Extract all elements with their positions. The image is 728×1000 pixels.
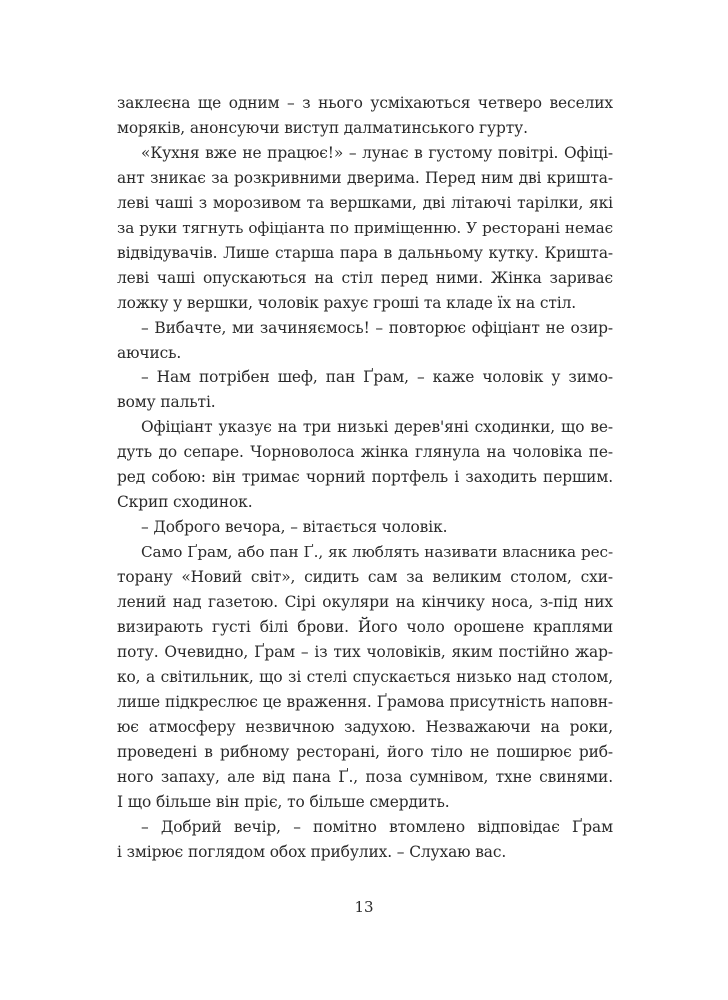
text-line: Само Ґрам, або пан Ґ., як люблять називати власника рес-: [141, 543, 613, 562]
text-line: – Доброго вечора, – вітається чоловік.: [141, 518, 448, 537]
text-line: заклеєна ще одним – з нього усміхаються четверо веселих: [117, 94, 613, 112]
text-line: ред собою: він тримає чорний портфель і заходить першим.: [117, 468, 613, 487]
text-line: поту. Очевидно, Ґрам – із тих чоловіків, яким постійно жар-: [117, 642, 613, 661]
text-line: леві чаші опускаються на стіл перед ними. Жінка зариває: [117, 268, 613, 287]
text-line: ложку у вершки, чоловік рахує гроші та кладе їх на стіл.: [117, 293, 577, 312]
text-line: і змірює поглядом обох прибулих. – Слухаю вас.: [117, 842, 507, 861]
text-line: І що більше він пріє, то більше смердить.: [117, 792, 450, 811]
text-line: ко, а світильник, що зі стелі спускається низько над столом,: [117, 667, 613, 686]
text-line: за руки тягнуть офіціанта по приміщенню. У ресторані немає: [117, 218, 613, 237]
text-line: – Добрий вечір, – помітно втомлено відповідає Ґрам: [141, 817, 613, 836]
text-line: проведені в рибному ресторані, його тіло не поширює риб-: [117, 742, 613, 761]
text-line: леві чаші з морозивом та вершками, дві літаючі тарілки, які: [117, 193, 613, 212]
text-line: дуть до сепаре. Чорноволоса жінка глянула на чоловіка пе-: [117, 443, 613, 462]
text-line: Офіціант указує на три низькі дерев'яні сходинки, що ве-: [141, 418, 613, 437]
text-line: аючись.: [117, 343, 182, 362]
text-line: торану «Новий світ», сидить сам за великим столом, схи-: [117, 568, 613, 587]
text-line: Скрип сходинок.: [117, 493, 253, 512]
text-line: «Кухня вже не працює!» – лунає в густому повітрі. Офіці-: [141, 143, 613, 162]
text-line: вому пальті.: [117, 393, 216, 412]
page-number: 13: [354, 898, 374, 916]
text-line: – Вибачте, ми зачиняємось! – повторює офіціант не озир-: [141, 318, 613, 337]
text-line: – Нам потрібен шеф, пан Ґрам, – каже чоловік у зимо-: [141, 368, 613, 387]
text-line: лише підкреслює це враження. Ґрамова присутність наповн-: [117, 692, 613, 711]
body-text: [117, 91, 613, 865]
text-line: лений над газетою. Сірі окуляри на кінчику носа, з-під них: [117, 593, 613, 612]
text-line: ного запаху, але від пана Ґ., поза сумнівом, тхне свинями.: [117, 767, 613, 786]
text-line: визирають густі білі брови. Його чоло орошене краплями: [117, 618, 613, 637]
text-line: моряків, анонсуючи виступ далматинського гурту.: [117, 118, 528, 137]
text-line: відвідувачів. Лише старша пара в дальньому кутку. Кришта-: [117, 243, 613, 262]
text-line: ює атмосферу незвичною задухою. Незважаючи на роки,: [117, 717, 613, 736]
text-line: ант зникає за розкривними дверима. Перед ним дві кришта-: [117, 168, 613, 187]
